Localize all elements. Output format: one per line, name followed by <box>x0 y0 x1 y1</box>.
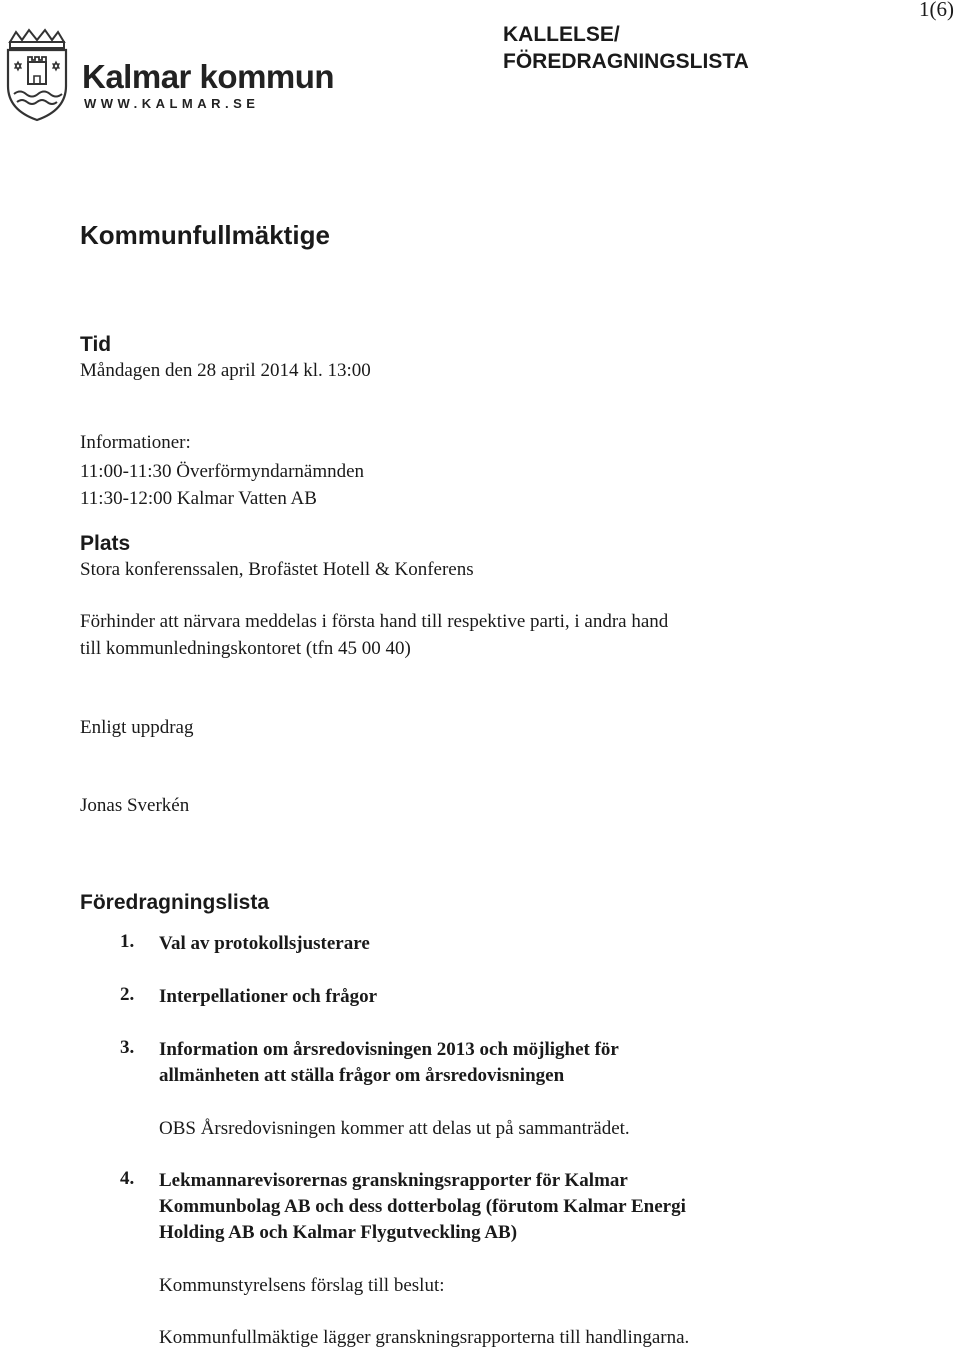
agenda-item-4-title-line-1: Lekmannarevisorernas granskningsrapporter för Kalmar <box>159 1170 628 1191</box>
document-type <box>503 21 749 75</box>
document-type-line2: FÖREDRAGNINGSLISTA <box>503 50 749 73</box>
notice-line-1: Förhinder att närvara meddelas i första hand till respektive parti, i andra hand <box>80 611 669 632</box>
information-line-2: 11:30-12:00 Kalmar Vatten AB <box>80 488 317 509</box>
agenda-title: Föredragningslista <box>80 891 270 914</box>
place-label: Plats <box>80 532 131 555</box>
kalmar-kommun-logo <box>4 28 335 128</box>
information-label: Informationer: <box>80 432 191 453</box>
agenda-item-4-title-line-3: Holding AB och Kalmar Flygutveckling AB) <box>159 1222 518 1243</box>
agenda-item-4-number: 4. <box>120 1168 135 1189</box>
logo-wordmark: Kalmar kommun <box>82 58 335 95</box>
time-label: Tid <box>80 333 112 356</box>
agenda-item-1-title: Val av protokollsjusterare <box>159 933 370 954</box>
signatory: Jonas Sverkén <box>80 795 190 816</box>
notice-line-2: till kommunledningskontoret (tfn 45 00 40) <box>80 638 411 659</box>
page-title: Kommunfullmäktige <box>80 220 330 250</box>
time-value: Måndagen den 28 april 2014 kl. 13:00 <box>80 360 371 381</box>
agenda-item-3-note: OBS Årsredovisningen kommer att delas ut på sammanträdet. <box>159 1118 630 1139</box>
page-number: 1(6) <box>919 0 954 21</box>
agenda-item-4-title-line-2: Kommunbolag AB och dess dotterbolag (förutom Kalmar Energi <box>159 1196 686 1217</box>
place-value: Stora konferenssalen, Brofästet Hotell & Konferens <box>80 559 474 580</box>
agenda-item-3-title-line-2: allmänheten att ställa frågor om årsredovisningen <box>159 1065 565 1086</box>
agenda-item-4-note: Kommunstyrelsens förslag till beslut: <box>159 1275 445 1296</box>
by-order: Enligt uppdrag <box>80 717 194 738</box>
information-line-1: 11:00-11:30 Överförmyndarnämnden <box>80 461 365 482</box>
agenda-item-3-number: 3. <box>120 1037 135 1058</box>
logo-website: WWW.KALMAR.SE <box>84 96 260 111</box>
document-type-line1: KALLELSE/ <box>503 23 620 46</box>
agenda-item-1-number: 1. <box>120 931 135 952</box>
agenda-item-4-decision: Kommunfullmäktige lägger granskningsrapporterna till handlingarna. <box>159 1327 690 1348</box>
coat-of-arms-icon <box>4 28 70 122</box>
agenda-item-2-number: 2. <box>120 984 135 1005</box>
agenda-item-3-title-line-1: Information om årsredovisningen 2013 och möjlighet för <box>159 1039 619 1060</box>
agenda-item-2-title: Interpellationer och frågor <box>159 986 378 1007</box>
